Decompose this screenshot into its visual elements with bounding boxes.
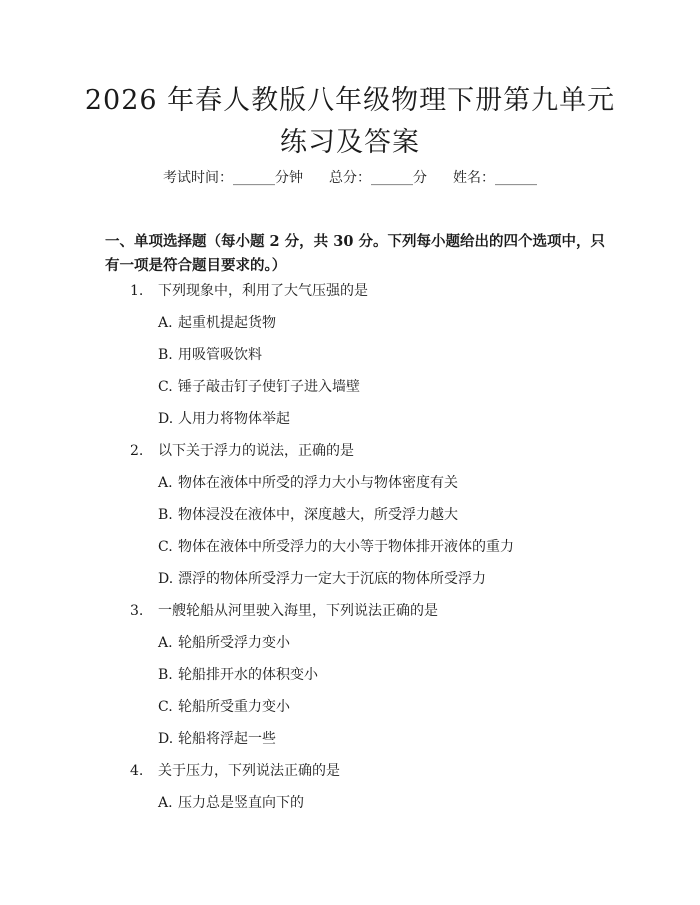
option-letter: D.	[158, 411, 174, 427]
option-text: 物体在液体中所受浮力的大小等于物体排开液体的重力	[178, 539, 514, 555]
option-text: 轮船将浮起一些	[178, 731, 276, 747]
option-3a	[158, 633, 290, 653]
question-number: 1.	[130, 283, 144, 299]
option-1d	[158, 409, 290, 429]
option-2c	[158, 537, 514, 557]
time-unit: 分钟	[275, 170, 303, 186]
option-4a	[158, 793, 304, 813]
score-unit: 分	[413, 170, 427, 186]
option-letter: C.	[158, 699, 173, 715]
question-number: 3.	[130, 603, 144, 619]
option-text: 物体浸没在液体中，深度越大，所受浮力越大	[178, 507, 458, 523]
question-3	[130, 601, 438, 621]
name-blank: ______	[495, 170, 537, 186]
option-text: 物体在液体中所受的浮力大小与物体密度有关	[178, 475, 458, 491]
option-3b	[158, 665, 318, 685]
option-letter: A.	[158, 475, 173, 491]
option-letter: B.	[158, 507, 173, 523]
option-text: 漂浮的物体所受浮力一定大于沉底的物体所受浮力	[178, 571, 486, 587]
question-stem: 以下关于浮力的说法，正确的是	[158, 443, 354, 459]
exam-info-line	[0, 168, 700, 188]
option-2d	[158, 569, 486, 589]
option-letter: A.	[158, 795, 173, 811]
option-text: 用吸管吸饮料	[178, 347, 262, 363]
question-4	[130, 761, 340, 781]
time-blank: ______	[233, 170, 275, 186]
question-stem: 关于压力，下列说法正确的是	[158, 763, 340, 779]
option-letter: D.	[158, 731, 174, 747]
option-1b	[158, 345, 262, 365]
option-2a	[158, 473, 458, 493]
question-number: 4.	[130, 763, 144, 779]
option-letter: D.	[158, 571, 174, 587]
question-stem: 一艘轮船从河里驶入海里，下列说法正确的是	[158, 603, 438, 619]
option-1a	[158, 313, 276, 333]
question-number: 2.	[130, 443, 144, 459]
option-text: 人用力将物体举起	[178, 411, 290, 427]
name-label: 姓名：	[453, 170, 495, 186]
section-heading: 一、单项选择题（每小题 2 分，共 30 分。下列每小题给出的四个选项中，只有一项是符合题目要求的。）	[105, 233, 605, 274]
option-letter: A.	[158, 635, 173, 651]
page-title: 2026 年春人教版八年级物理下册第九单元练习及答案	[84, 85, 616, 158]
score-blank: ______	[371, 170, 413, 186]
question-stem: 下列现象中，利用了大气压强的是	[158, 283, 368, 299]
option-letter: A.	[158, 315, 173, 331]
score-label: 总分：	[329, 170, 371, 186]
option-letter: B.	[158, 347, 173, 363]
question-1	[130, 281, 368, 301]
option-letter: C.	[158, 379, 173, 395]
option-letter: C.	[158, 539, 173, 555]
option-text: 轮船所受重力变小	[178, 699, 290, 715]
option-2b	[158, 505, 458, 525]
option-text: 锤子敲击钉子使钉子进入墙壁	[178, 379, 360, 395]
option-1c	[158, 377, 360, 397]
option-letter: B.	[158, 667, 173, 683]
time-label: 考试时间：	[163, 170, 233, 186]
option-text: 压力总是竖直向下的	[178, 795, 304, 811]
option-text: 轮船所受浮力变小	[178, 635, 290, 651]
option-text: 轮船排开水的体积变小	[178, 667, 318, 683]
option-3d	[158, 729, 276, 749]
question-2	[130, 441, 354, 461]
option-text: 起重机提起货物	[178, 315, 276, 331]
option-3c	[158, 697, 290, 717]
